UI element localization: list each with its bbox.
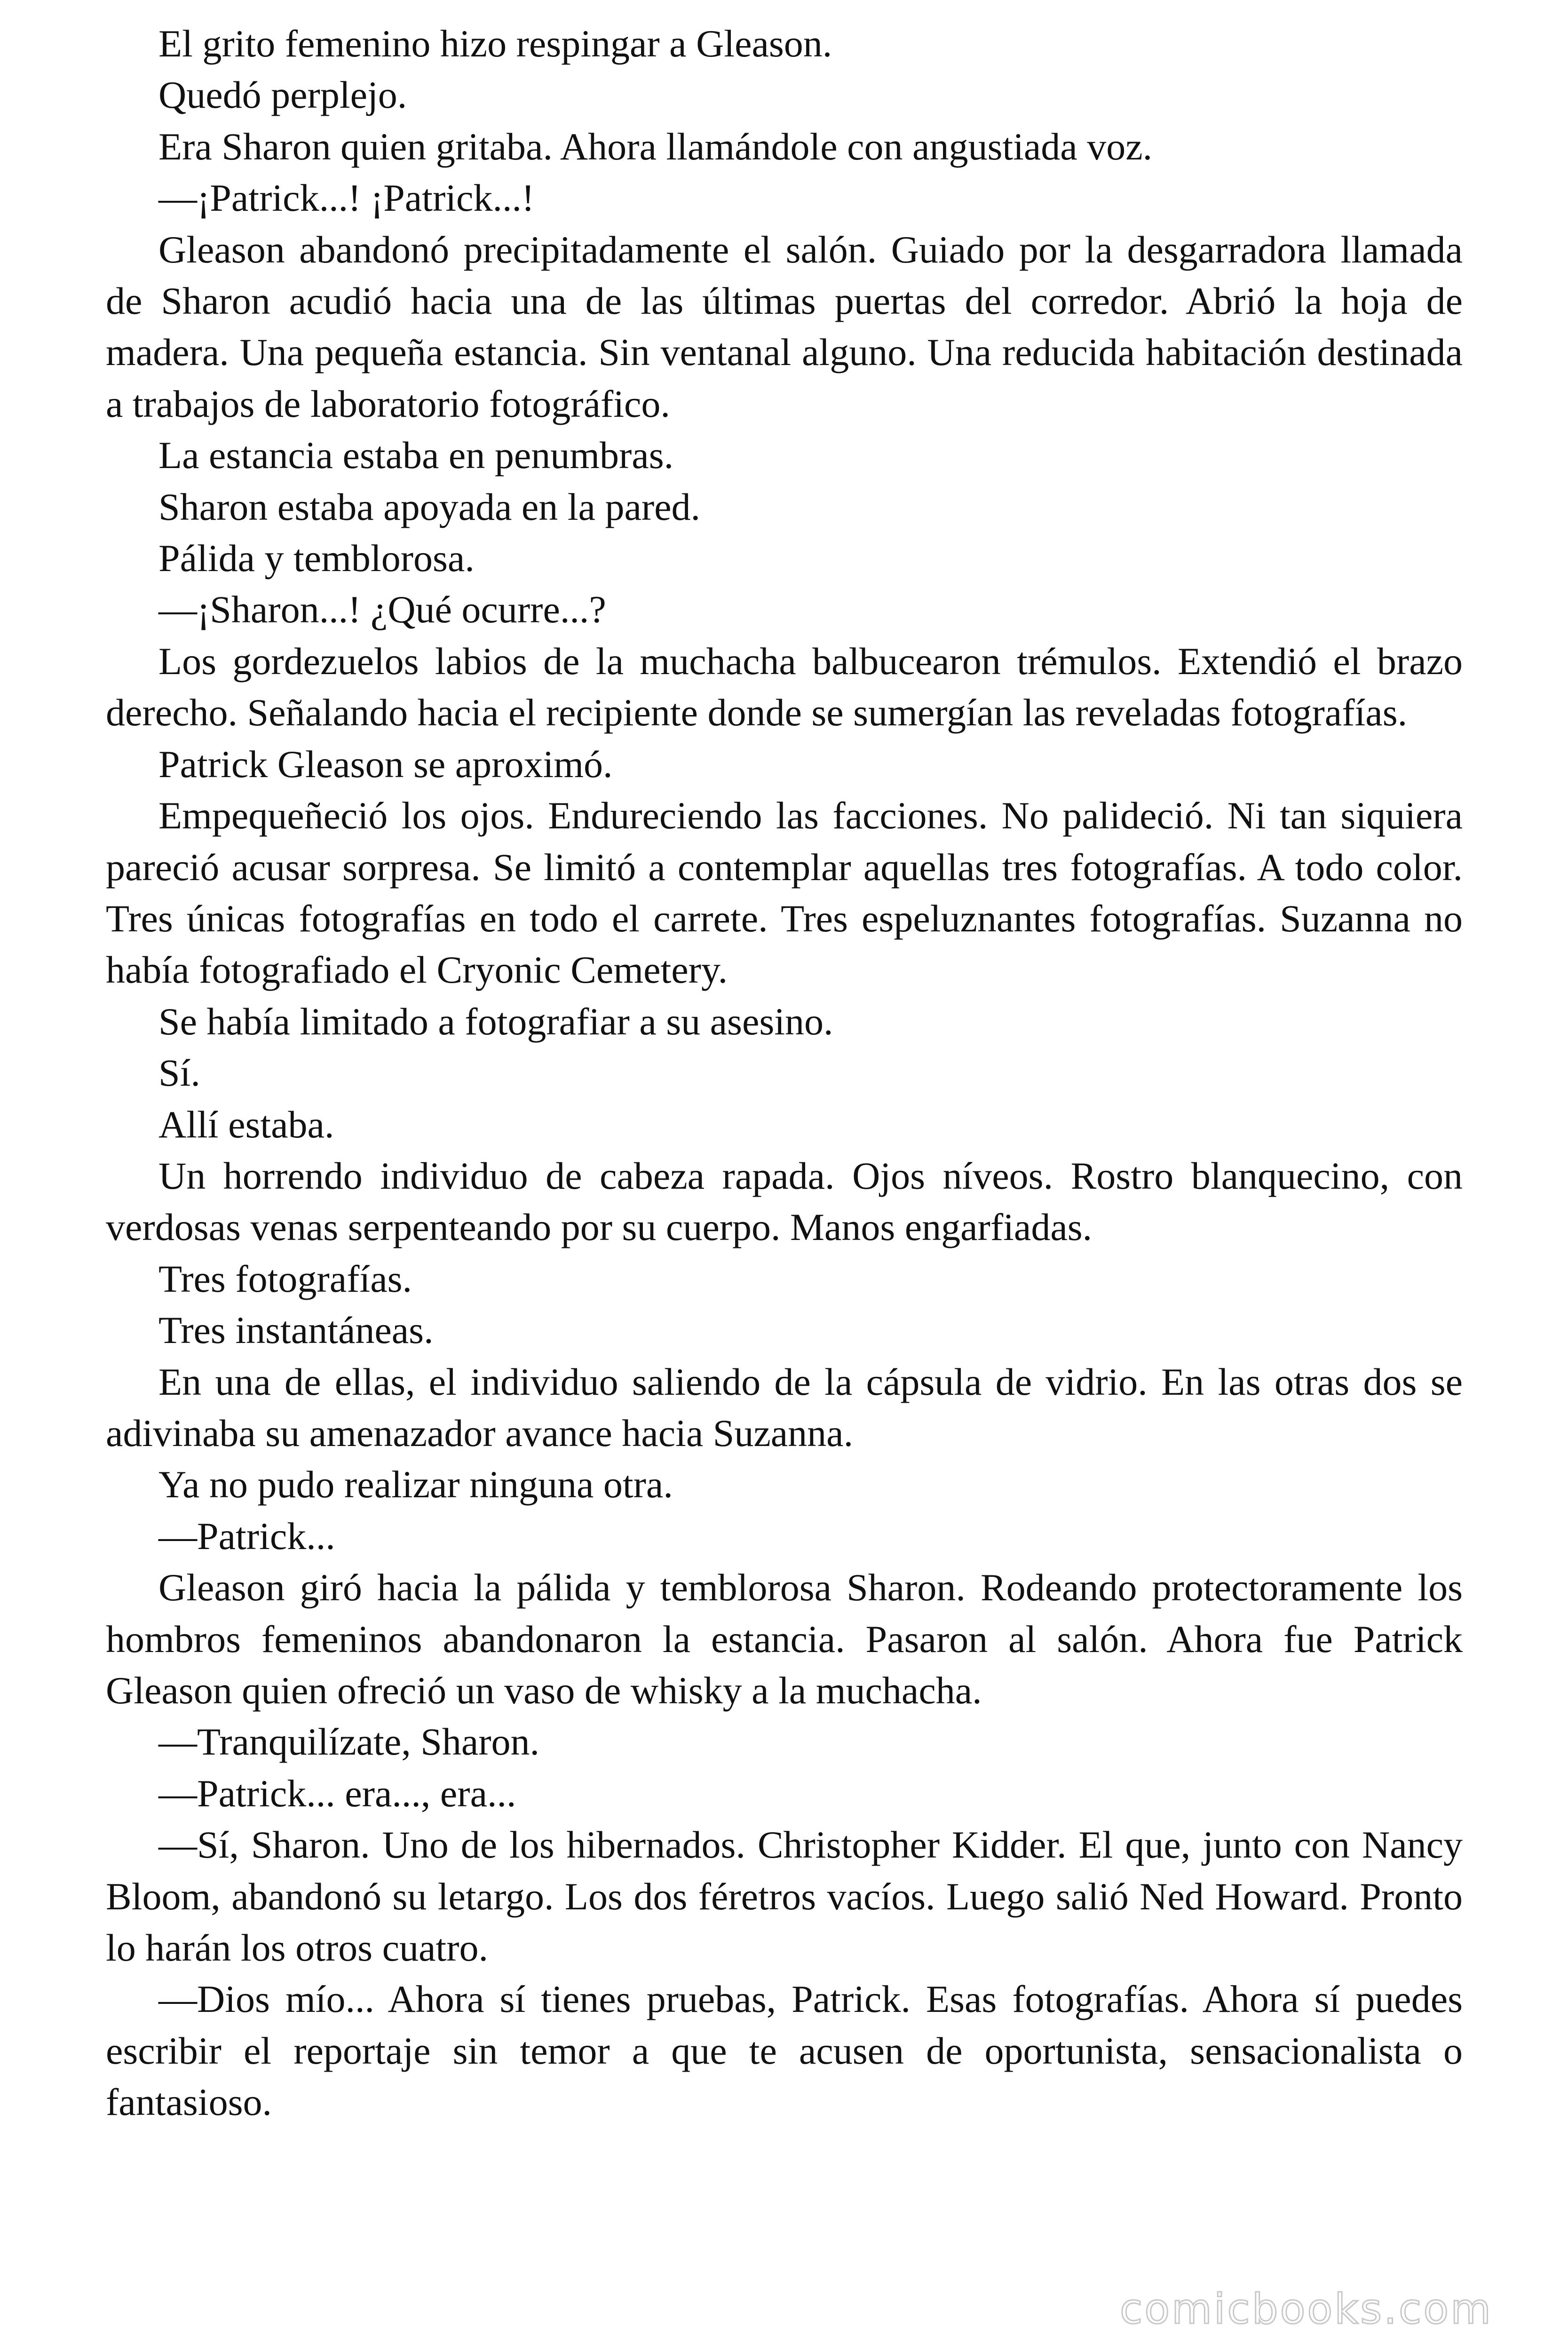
- paragraph: En una de ellas, el individuo saliendo de la cápsula de vidrio. En las otras dos se adivinaba su amenazador avance hacia Suzanna.: [106, 1360, 1463, 1454]
- paragraph: Se había limitado a fotografiar a su asesino.: [158, 1000, 833, 1043]
- paragraph: Era Sharon quien gritaba. Ahora llamándole con angustiada voz.: [158, 125, 1153, 168]
- paragraph: —¡Patrick...! ¡Patrick...!: [158, 176, 535, 220]
- paragraph: Empequeñeció los ojos. Endureciendo las facciones. No palideció. Ni tan siquiera pareció acusar sorpresa. Se limitó a contemplar aquellas tres fotografías. A todo color. Tres únicas fotografías en todo el carrete. Tres espeluznantes fotografías. Suzanna no había fotografiado el Cryonic Cemetery.: [106, 794, 1463, 992]
- paragraph: —Patrick... era..., era...: [158, 1772, 516, 1815]
- paragraph: El grito femenino hizo respingar a Gleason.: [158, 22, 832, 65]
- paragraph: Gleason abandonó precipitadamente el salón. Guiado por la desgarradora llamada de Sharon acudió hacia una de las últimas puertas del corredor. Abrió la hoja de madera. Una pequeña estancia. Sin ventanal alguno. Una reducida habitación destinada a trabajos de laboratorio fotográfico.: [106, 228, 1463, 425]
- paragraph: La estancia estaba en penumbras.: [158, 434, 674, 477]
- paragraph: —Dios mío... Ahora sí tienes pruebas, Patrick. Esas fotografías. Ahora sí puedes escribir el reportaje sin temor a que te acusen de oportunista, sensacionalista o fantasioso.: [106, 1978, 1463, 2124]
- paragraph: —Sí, Sharon. Uno de los hibernados. Christopher Kidder. El que, junto con Nancy Bloom, abandonó su letargo. Los dos féretros vacíos. Luego salió Ned Howard. Pronto lo harán los otros cuatro.: [106, 1823, 1463, 1970]
- paragraph: Tres fotografías.: [158, 1257, 412, 1300]
- paragraph: Un horrendo individuo de cabeza rapada. Ojos níveos. Rostro blanquecino, con verdosas venas serpenteando por su cuerpo. Manos engarfiadas.: [106, 1154, 1463, 1249]
- paragraph: Quedó perplejo.: [158, 73, 407, 117]
- paragraph: —Tranquilízate, Sharon.: [158, 1720, 540, 1764]
- paragraph: Gleason giró hacia la pálida y temblorosa Sharon. Rodeando protectoramente los hombros femeninos abandonaron la estancia. Pasaron al salón. Ahora fue Patrick Gleason quien ofreció un vaso de whisky a la muchacha.: [106, 1566, 1463, 1712]
- paragraph: —¡Sharon...! ¿Qué ocurre...?: [158, 588, 606, 631]
- paragraph: Sí.: [158, 1051, 200, 1095]
- paragraph: Los gordezuelos labios de la muchacha balbucearon trémulos. Extendió el brazo derecho. Señalando hacia el recipiente donde se sumergían las reveladas fotografías.: [106, 639, 1463, 734]
- paragraph: —Patrick...: [158, 1514, 335, 1557]
- paragraph: Patrick Gleason se aproximó.: [158, 742, 613, 786]
- document-page: [106, 18, 1463, 2128]
- watermark: comicbooks.com: [1119, 2285, 1493, 2333]
- paragraph: Pálida y temblorosa.: [158, 537, 475, 580]
- paragraph: Sharon estaba apoyada en la pared.: [158, 485, 701, 528]
- paragraph: Ya no pudo realizar ninguna otra.: [158, 1463, 673, 1506]
- paragraph: Tres instantáneas.: [158, 1309, 434, 1352]
- paragraph: Allí estaba.: [158, 1103, 334, 1146]
